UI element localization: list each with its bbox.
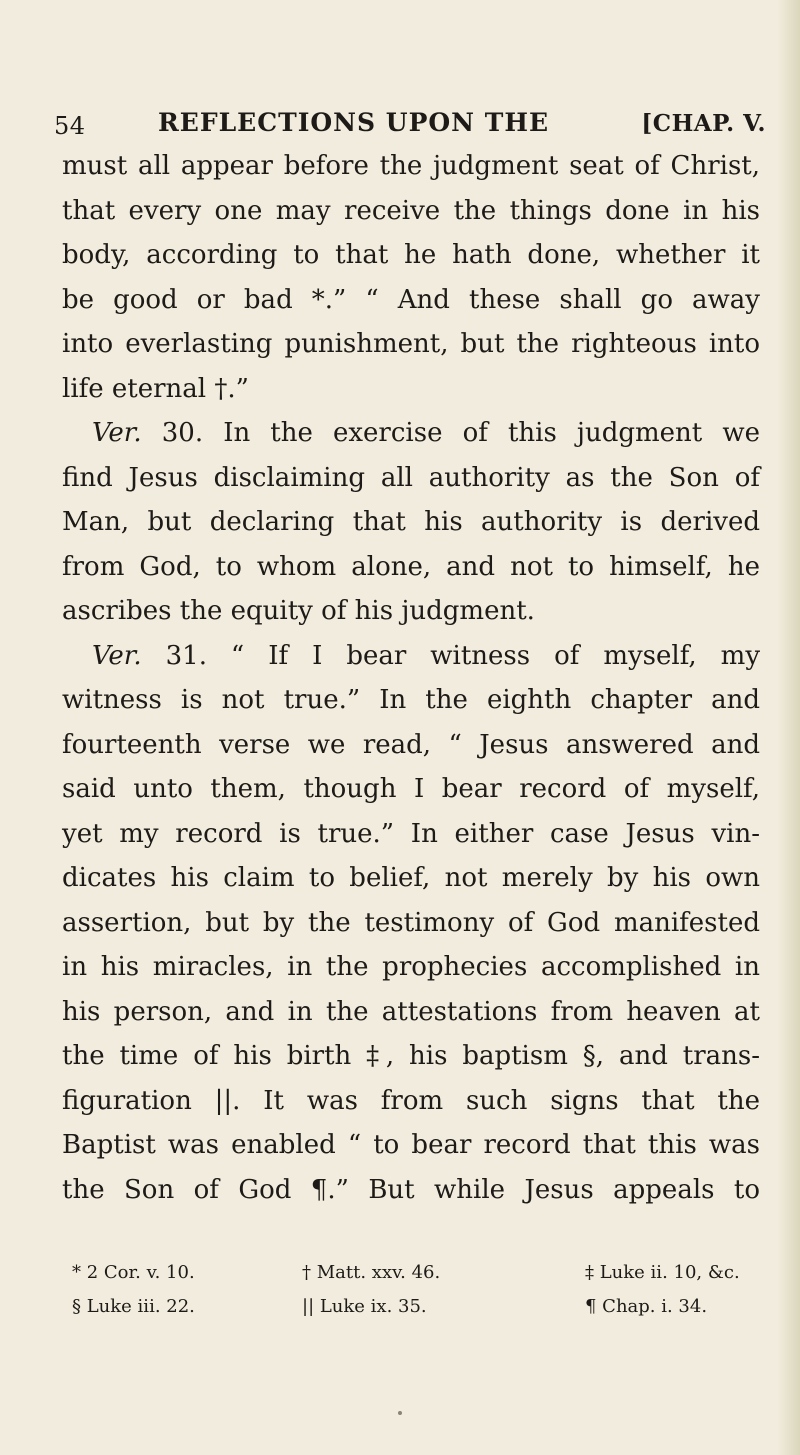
text-line: said unto them, though I bear record of myself,: [62, 774, 760, 804]
footnote: || Luke ix. 35.: [302, 1296, 427, 1317]
text-line: from God, to whom alone, and not to himself, he: [62, 551, 760, 582]
text-line: assertion, but by the testimony of God manifested: [62, 907, 760, 938]
text-line: be good or bad *.” “ And these shall go away: [62, 284, 760, 315]
text-line: figuration ||. It was from such signs that the: [62, 1085, 760, 1116]
text-line: ascribes the equity of his judgment.: [62, 596, 535, 626]
chapter-label: [CHAP. V.: [641, 110, 766, 137]
text-line: life eternal †.”: [62, 373, 249, 404]
text-line: that every one may receive the things done in his: [62, 195, 760, 226]
text-line: [62, 634, 760, 679]
text-line: Baptist was enabled “ to bear record that this was: [62, 1130, 760, 1160]
text-line: his person, and in the attestations from heaven at: [62, 996, 760, 1027]
footnote: ‡ Luke ii. 10, &c.: [585, 1262, 740, 1283]
text-line: in his miracles, in the prophecies accomplished in: [62, 952, 760, 982]
text-line: the time of his birth ‡, his baptism §, and trans-: [62, 1041, 760, 1071]
text-line-rest: 31. “ If I bear witness of myself, my: [165, 640, 761, 671]
text-line: find Jesus disclaiming all authority as the Son of: [62, 462, 760, 493]
page-number: 54: [54, 112, 86, 140]
text-line: dicates his claim to belief, not merely by his own: [62, 863, 760, 893]
verse-label: Ver.: [92, 418, 142, 448]
text-line: yet my record is true.” In either case Jesus vin-: [62, 818, 760, 849]
text-line: into everlasting punishment, but the righteous into: [62, 329, 760, 359]
text-line: [62, 411, 760, 456]
footnote: * 2 Cor. v. 10.: [72, 1262, 195, 1283]
text-line: body, according to that he hath done, whether it: [62, 240, 760, 270]
text-line: the Son of God ¶.” But while Jesus appeals to: [62, 1174, 760, 1205]
page-speck: [398, 1411, 402, 1415]
body-text: [62, 144, 760, 1212]
text-line: Man, but declaring that his authority is derived: [62, 507, 760, 537]
text-line: fourteenth verse we read, “ Jesus answered and: [62, 729, 760, 760]
footnote-row: [72, 1290, 764, 1324]
footnote: ¶ Chap. i. 34.: [585, 1296, 708, 1317]
footnotes: [72, 1256, 764, 1324]
text-line: witness is not true.” In the eighth chapter and: [62, 685, 760, 715]
text-line: must all appear before the judgment seat of Christ,: [62, 151, 760, 181]
footnote-row: [72, 1256, 764, 1290]
footnote: † Matt. xxv. 46.: [302, 1262, 441, 1283]
text-line-rest: 30. In the exercise of this judgment we: [161, 418, 760, 448]
running-header: [54, 108, 766, 142]
page-edge-shadow: [778, 0, 800, 1455]
verse-label: Ver.: [92, 640, 142, 671]
footnote: § Luke iii. 22.: [72, 1296, 195, 1317]
running-title: REFLECTIONS UPON THE: [158, 108, 550, 137]
